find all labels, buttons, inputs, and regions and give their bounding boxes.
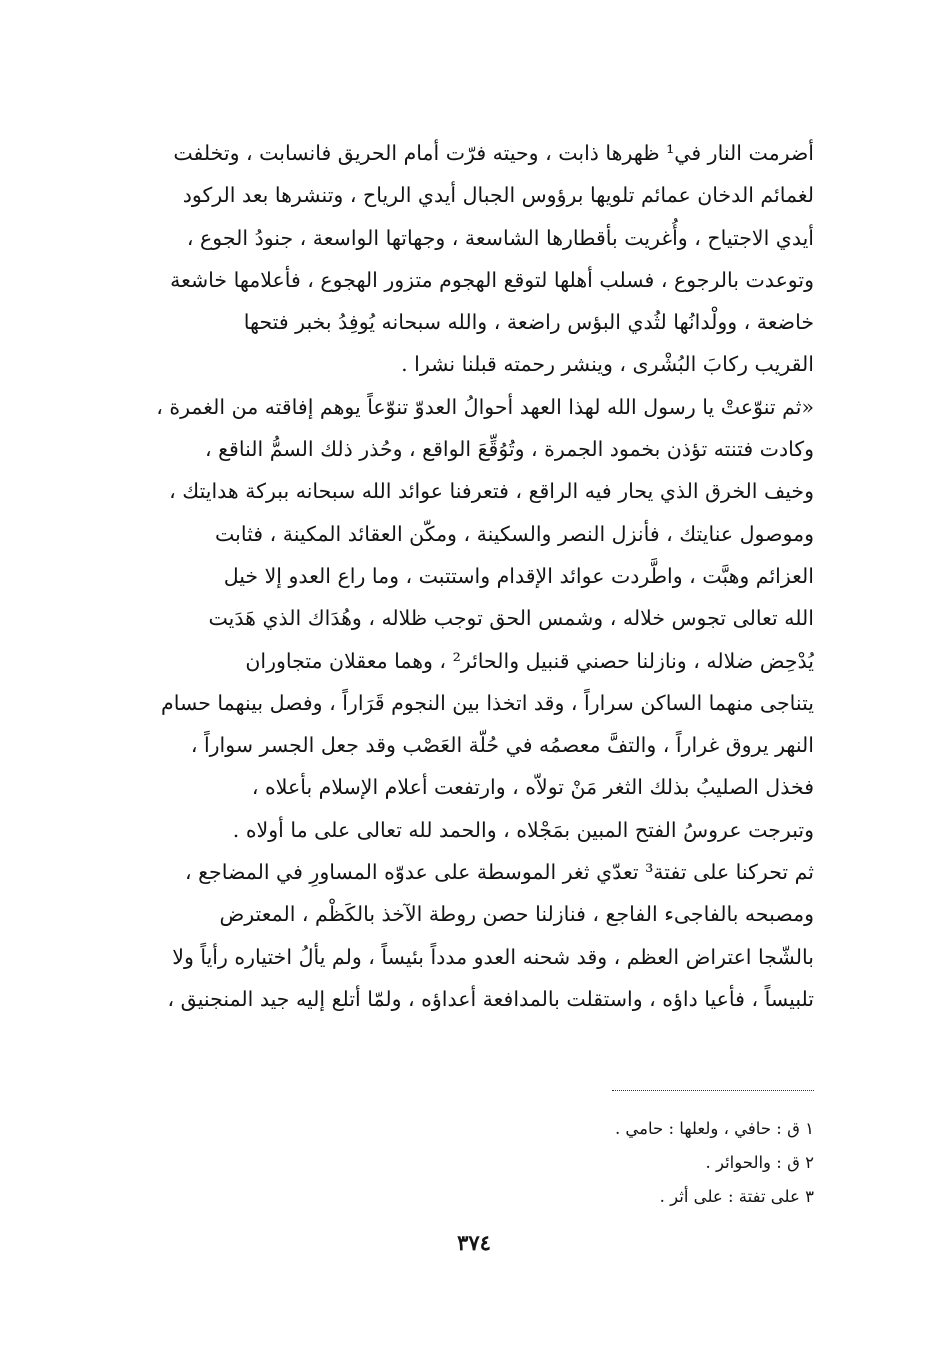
- text-line: العزائم وهبَّت ، واطَّردت عوائد الإقدام واستتبت ، وما راع العدو إلا خيل: [223, 563, 814, 588]
- text-line: وتبرجت عروسُ الفتح المبين بمَجْلاه ، والحمد لله تعالى على ما أولاه .: [232, 817, 814, 842]
- text-line: القريب ركابَ البُشْرى ، وينشر رحمته قبلنا نشرا .: [401, 352, 814, 377]
- text-line: يتناجى منهما الساكن سراراً ، وقد اتخذا بين النجوم قَرَاراً ، وفصل بينهما حسام: [161, 690, 814, 715]
- text-line: ثم تحركنا على تفتة³ تعدّي ثغر الموسطة على عدوّه المساورِ في المضاجع ،: [184, 860, 814, 885]
- main-text-block: [100, 132, 814, 1020]
- text-line: أيدي الاجتياح ، وأُغريت بأقطارها الشاسعة ، وجهاتها الواسعة ، جنودُ الجوع ،: [186, 225, 814, 250]
- text-line: «ثم تنوّعتْ يا رسول الله لهذا العهد أحوالُ العدوّ تنوّعاً يوهم إفاقته من الغمرة ،: [156, 394, 814, 419]
- text-line: تلبيساً ، فأعيا داؤه ، واستقلت بالمدافعة أعداؤه ، ولمّا أتلع إليه جيد المنجنيق ،: [167, 986, 814, 1011]
- text-line: وتوعدت بالرجوع ، فسلب أهلها لتوقع الهجوم متزور الهجوع ، فأعلامها خاشعة: [170, 267, 814, 292]
- text-line: وموصول عنايتك ، فأنزل النصر والسكينة ، ومكّن العقائد المكينة ، فثابت: [215, 521, 814, 546]
- footnote: ٣ على تفتة : على أثر .: [659, 1187, 814, 1206]
- text-line: خاضعة ، وولْدانُها لثُدي البؤس راضعة ، والله سبحانه يُوفِدُ بخبر فتحها: [243, 310, 814, 335]
- text-line: فخذل الصليبُ بذلك الثغر مَنْ تولاّه ، وارتفعت أعلام الإسلام بأعلاه ،: [251, 775, 814, 800]
- text-line: وكادت فتنته تؤذن بخمود الجمرة ، وتُوُقِّعَ الواقع ، وحُذر ذلك السمُّ الناقع ،: [205, 437, 814, 462]
- footnote: ١ ق : حافي ، ولعلها : حامي .: [614, 1119, 814, 1138]
- text-line: بالشّجا اعتراض العظم ، وقد شحنه العدو مدداً بئيساً ، ولم يألُ اختياره رأياً ولا: [172, 944, 814, 969]
- footnote-divider: [612, 1090, 814, 1091]
- text-line: النهر يروق غراراً ، والتفَّ معصمُه في حُلّة العَصْب وقد جعل الجسر سواراً ،: [190, 733, 814, 758]
- text-line: ومصبحه بالفاجىء الفاجع ، فنازلنا حصن روطة الآخذ بالكَظْم ، المعترض: [219, 902, 814, 927]
- text-line: يُدْحِض ضلاله ، ونازلنا حصني قنبيل والحائر² ، وهما معقلان متجاوران: [245, 648, 814, 673]
- footnote: ٢ ق : والحوائر .: [705, 1153, 814, 1172]
- text-line: لغمائم الدخان عمائم تلويها برؤوس الجبال أيدي الرياح ، وتنشرها بعد الركود: [182, 183, 814, 208]
- page-number: ٣٧٤: [457, 1230, 491, 1255]
- text-line: وخيف الخرق الذي يحار فيه الراقع ، فتعرفنا عوائد الله سبحانه ببركة هدايتك ،: [169, 479, 814, 504]
- text-line: الله تعالى تجوس خلاله ، وشمس الحق توجب ظلاله ، وهُدَاك الذي هَدَيت: [208, 606, 814, 631]
- footnotes-block: [400, 1112, 814, 1214]
- text-line: أضرمت النار في¹ ظهرها ذابت ، وحيته فرّت أمام الحريق فانسابت ، وتخلفت: [173, 141, 814, 165]
